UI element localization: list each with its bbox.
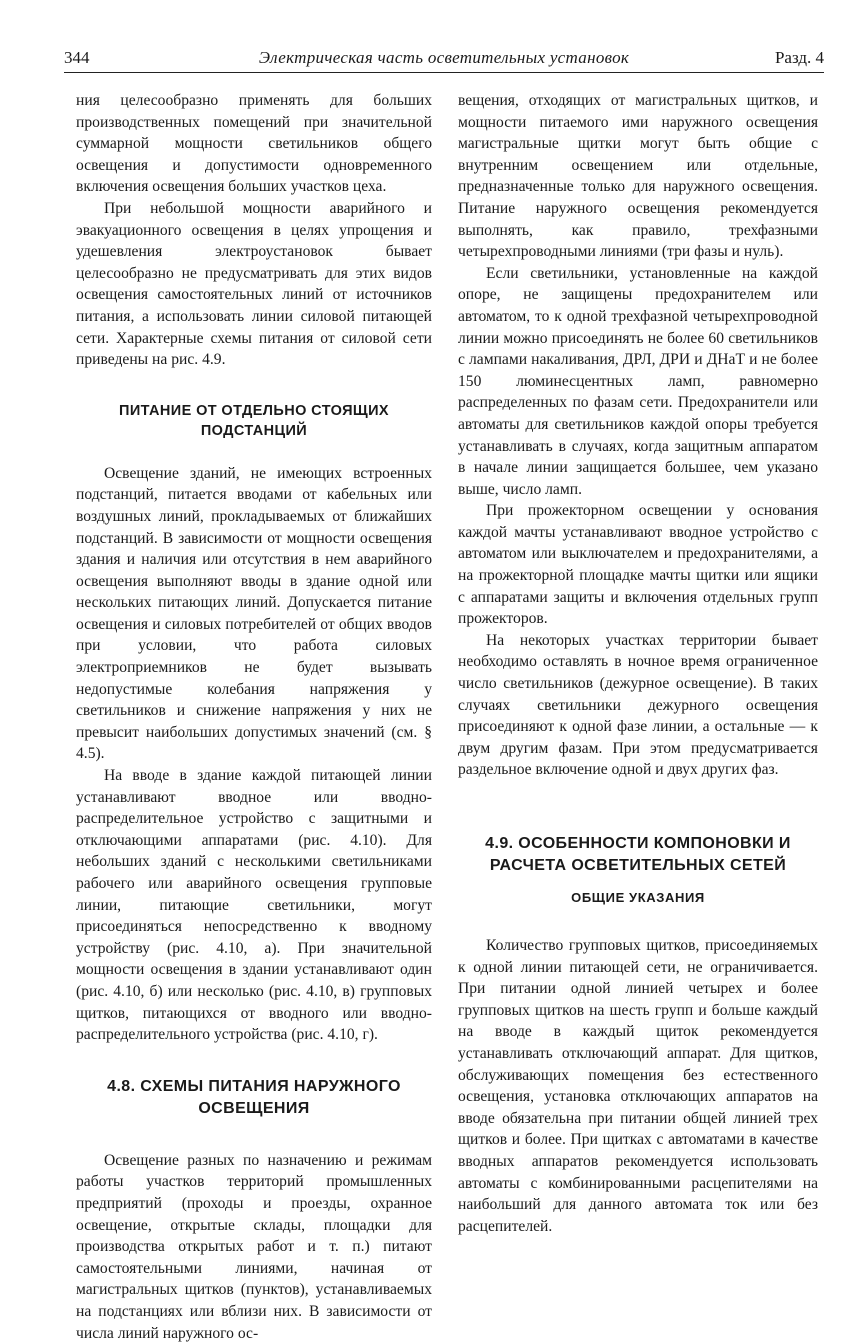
paragraph: На вводе в здание каждой питающей линии устанавливают вводное или вводно-распределительное устройство с защитными и отключающими аппаратами (рис. 4.10). Для небольших зданий с несколькими светильниками рабочего или аварийного освещения групповые линии, питающие светильники, могут присоединяться непосредственно к вводному устройству (рис. 4.10, а). При значительной мощности освещения в здании устанавливают один (рис. 4.10, б) или несколько (рис. 4.10, в) групповых щитков, питающихся от вводного или вводно-распределительного устройства (рис. 4.10, г). [76, 767, 432, 1044]
right-column [458, 90, 818, 1237]
paragraph: Если светильники, установленные на каждой опоре, не защищены предохранителем или автоматом, то к одной трехфазной четырехпроводной линии можно присоединять не более 60 светильников с лампами накаливания, ДРЛ, ДРИ и ДНаТ и не более 150 люминесцентных ламп, равномерно распределенных по фазам сети. Предохранители или автоматы для светильников каждой опоры требуется устанавливать в случаях, когда защитным аппаратом в начале линии защищается большее, чем указано выше, число ламп. [458, 264, 818, 498]
running-title: Электрическая часть осветительных установок [258, 48, 630, 67]
subsection-heading: ПИТАНИЕ ОТ ОТДЕЛЬНО СТОЯЩИХ ПОДСТАНЦИЙ [119, 402, 389, 439]
paragraph: При прожекторном освещении у основания каждой мачты устанавливают вводное устройство с автоматом или выключателем и предохранителями, а на прожекторной площадке мачты щитки или ящики с аппаратами защиты и включения отдельных групп прожекторов. [458, 502, 818, 628]
paragraph: ния целесообразно применять для больших производственных помещений при значительной суммарной мощности светильников общего освещения и допустимости одновременного включения освещения больших участков цеха. [76, 92, 432, 196]
page-number: 344 [64, 48, 90, 67]
paragraph: Освещение разных по назначению и режимам работы участков территорий промышленных предприятий (проходы и проезды, охранное освещение, открытые склады, площадки для производства открытых работ и т. п.) питают самостоятельными линиями, начиная от магистральных щитков (пунктов), устанавливаемых на подстанциях или вблизи них. В зависимости от числа линий наружного ос- [76, 1151, 432, 1342]
paragraph: Количество групповых щитков, присоединяемых к одной линии питающей сети, не ограничивается. При питании одной линией четырех и более групповых щитков на шесть групп и больше каждый на вводе в каждый щиток рекомендуется устанавливать отключающий аппарат. Для щитков, обслуживающих помещения без естественного освещения, установка отключающих аппаратов на вводе обязательна при питании общей линией трех щитков и более. При щитках с автоматами в качестве вводных аппаратов рекомендуется использовать автоматы с комбинированными расцепителями на наибольший для данного автомата ток или без расцепителей. [458, 937, 818, 1235]
paragraph: На некоторых участках территории бывает необходимо оставлять в ночное время ограниченное число светильников (дежурное освещение). В таких случаях светильники дежурного освещения присоединяют к одной фазе линии, а остальные — к двум другим фазам. При этом предусматривается раздельное включение одной и двух других фаз. [458, 631, 818, 779]
subsection-heading: ОБЩИЕ УКАЗАНИЯ [571, 890, 705, 905]
section-label: Разд. 4 [774, 48, 824, 67]
section-heading: 4.9. ОСОБЕННОСТИ КОМПОНОВКИ И РАСЧЕТА ОСВЕТИТЕЛЬНЫХ СЕТЕЙ [485, 835, 791, 874]
running-header [64, 46, 824, 73]
section-heading: 4.8. СХЕМЫ ПИТАНИЯ НАРУЖНОГО ОСВЕЩЕНИЯ [107, 1077, 401, 1117]
paragraph: вещения, отходящих от магистральных щитков, и мощности питаемого ими наружного освещения магистральные щитки могут быть общие с внутренним освещением или отдельные, предназначенные только для наружного освещения. Питание наружного освещения рекомендуется выполнять, как правило, трехфазными четырехпроводными линиями (три фазы и нуль). [458, 92, 818, 261]
paragraph: Освещение зданий, не имеющих встроенных подстанций, питается вводами от кабельных или воздушных линий, прокладываемых от ближайших подстанций. В зависимости от мощности освещения здания и наличия или отсутствия в нем аварийного освещения выполняют вводы в здание одной или нескольких питающих линий. Допускается питание освещения и силовых потребителей от общих вводов при условии, что работа силовых электроприемников не будет вызывать недопустимые колебания напряжения у светильников и снижение напряжения у них не превысит наибольших допустимых значений (см. § 4.5). [76, 464, 432, 763]
left-column [76, 90, 432, 1344]
paragraph: При небольшой мощности аварийного и эвакуационного освещения в целях упрощения и удешевления электроустановок бывает целесообразно не предусматривать для этих видов освещения самостоятельных линий от источников питания, а использовать линии силовой питающей сети. Характерные схемы питания от силовой сети приведены на рис. 4.9. [76, 199, 432, 369]
